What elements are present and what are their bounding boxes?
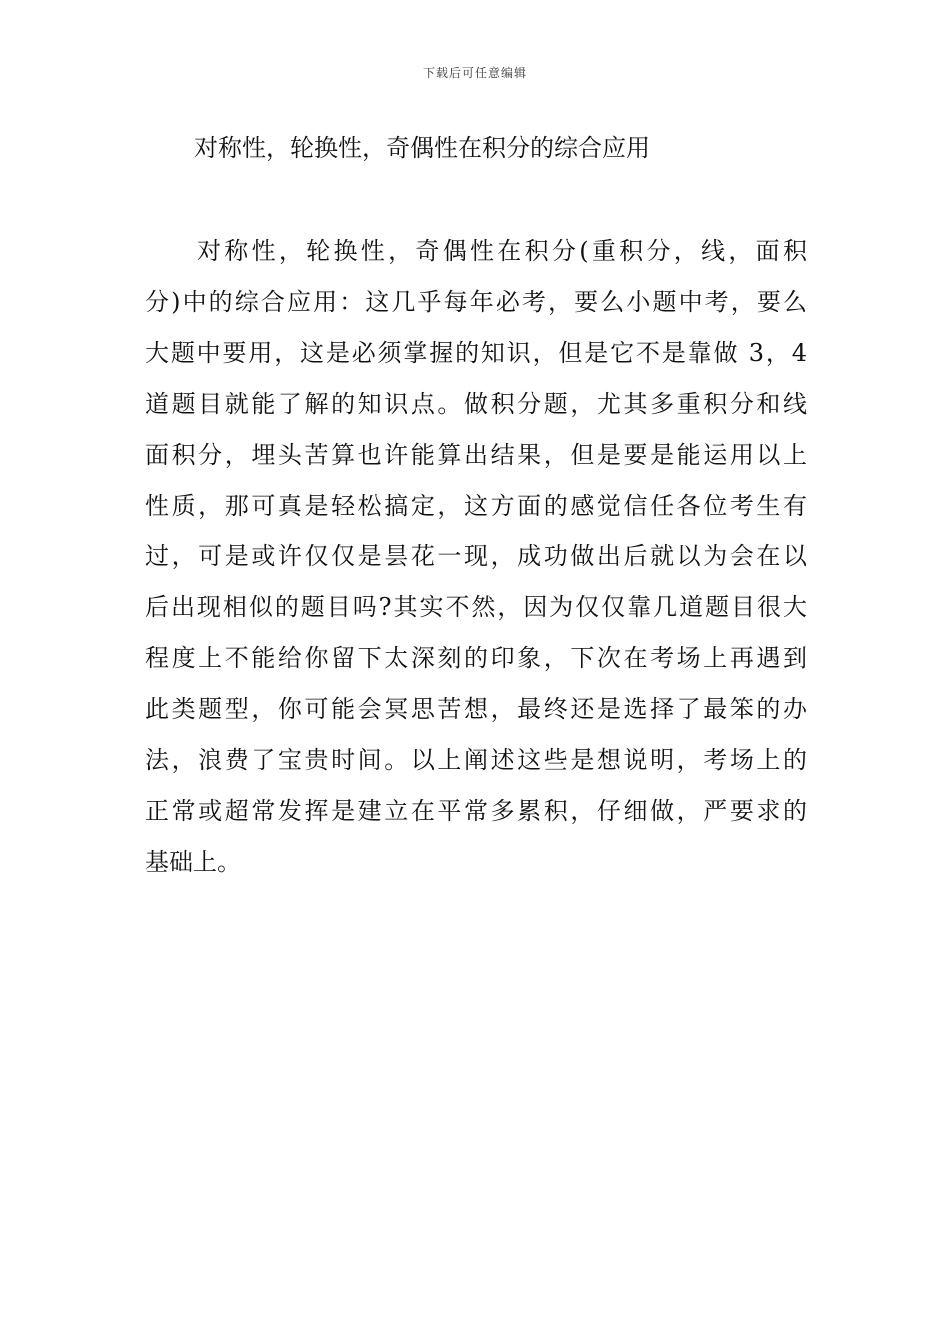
body-line: 道题目就能了解的知识点。做积分题，尤其多重积分和线 <box>145 389 807 418</box>
header-note: 下载后可任意编辑 <box>422 66 527 80</box>
body-line: 分)中的综合应用：这几乎每年必考，要么小题中考，要么 <box>145 287 807 316</box>
body-line: 基础上。 <box>145 847 241 876</box>
body-line: 性质，那可真是轻松搞定，这方面的感觉信任各位考生有 <box>145 491 807 520</box>
document-body <box>145 226 807 888</box>
document-title: 对称性，轮换性，奇偶性在积分的综合应用 <box>194 134 650 162</box>
body-line: 程度上不能给你留下太深刻的印象，下次在考场上再遇到 <box>145 644 807 673</box>
body-line: 正常或超常发挥是建立在平常多累积，仔细做，严要求的 <box>145 796 807 825</box>
body-line: 后出现相似的题目吗?其实不然，因为仅仅靠几道题目很大 <box>145 593 807 622</box>
body-line: 过，可是或许仅仅是昙花一现，成功做出后就以为会在以 <box>145 542 807 571</box>
body-line: 大题中要用，这是必须掌握的知识，但是它不是靠做 3，4 <box>145 338 807 367</box>
body-line: 此类题型，你可能会冥思苦想，最终还是选择了最笨的办 <box>145 695 807 724</box>
body-line: 法，浪费了宝贵时间。以上阐述这些是想说明，考场上的 <box>145 746 807 775</box>
body-line: 对称性，轮换性，奇偶性在积分(重积分，线，面积 <box>197 237 807 265</box>
body-line: 面积分，埋头苦算也许能算出结果，但是要是能运用以上 <box>145 440 807 469</box>
